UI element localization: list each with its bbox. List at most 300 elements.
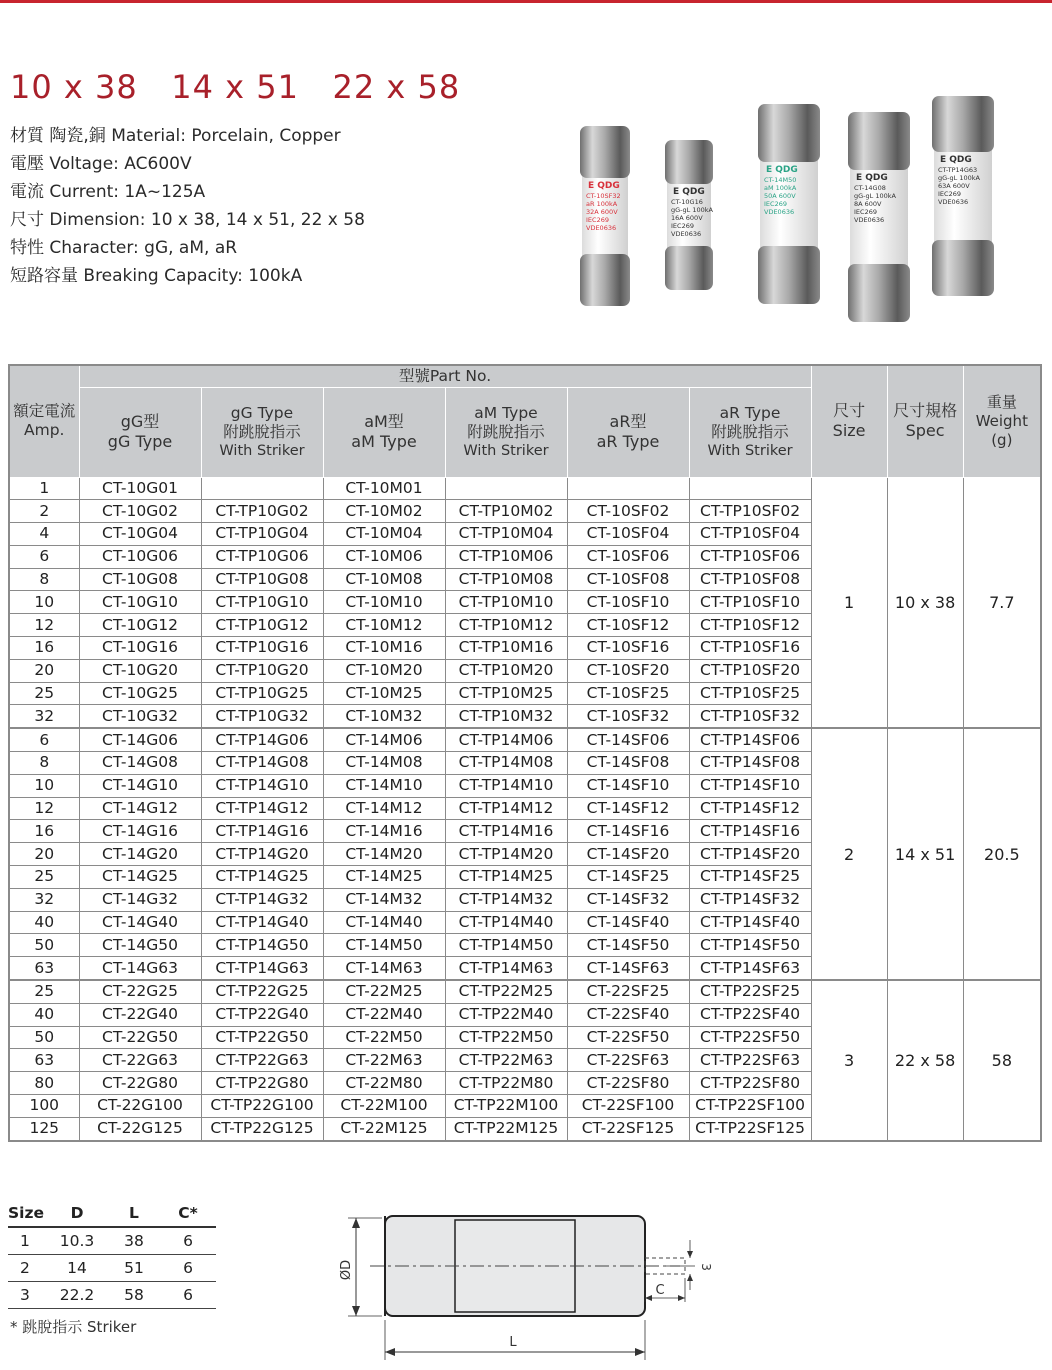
- part-number-cell: CT-10SF25: [567, 682, 689, 705]
- part-number-cell: CT-TP14SF40: [689, 911, 811, 934]
- part-number-cell: CT-10M10: [323, 591, 445, 614]
- part-number-cell: CT-10M16: [323, 637, 445, 660]
- part-number-cell: CT-TP10M20: [445, 659, 567, 682]
- part-number-cell: CT-TP10SF16: [689, 637, 811, 660]
- part-number-cell: CT-14SF32: [567, 888, 689, 911]
- part-number-cell: CT-TP14M40: [445, 911, 567, 934]
- product-photo: [570, 92, 1010, 337]
- fuse-marking-text: CT-14M50: [764, 176, 797, 184]
- part-number-cell: CT-TP14G12: [201, 797, 323, 820]
- amp-cell: 10: [9, 774, 79, 797]
- part-number-cell: CT-14M12: [323, 797, 445, 820]
- dimension-cell: 14: [46, 1255, 108, 1282]
- fuse-marking-text: VDE0636: [938, 198, 969, 206]
- part-number-cell: CT-14M16: [323, 820, 445, 843]
- part-number-cell: CT-10M25: [323, 682, 445, 705]
- fuse-marking-text: CT-TP14G63: [938, 166, 978, 174]
- part-number-cell: CT-TP10M10: [445, 591, 567, 614]
- fuse-marking-text: IEC269: [938, 190, 961, 198]
- part-number-cell: CT-14M10: [323, 774, 445, 797]
- header-am: aM型 aM Type: [323, 387, 445, 477]
- part-number-cell: CT-TP10SF02: [689, 500, 811, 523]
- part-number-cell: [689, 477, 811, 500]
- fuse-brand-label: E QDG: [588, 181, 620, 191]
- dimension-cell: 58: [108, 1282, 160, 1309]
- part-number-cell: CT-14G40: [79, 911, 201, 934]
- part-number-cell: CT-22M40: [323, 1003, 445, 1026]
- part-number-cell: CT-TP14SF63: [689, 957, 811, 980]
- dimension-cell: 38: [108, 1227, 160, 1255]
- part-number-cell: CT-TP10M08: [445, 568, 567, 591]
- part-number-cell: CT-TP10M25: [445, 682, 567, 705]
- amp-cell: 16: [9, 820, 79, 843]
- part-number-cell: CT-TP14G10: [201, 774, 323, 797]
- header-part-no: 型號Part No.: [79, 365, 811, 387]
- part-number-cell: CT-10G32: [79, 705, 201, 728]
- part-number-cell: CT-TP22SF40: [689, 1003, 811, 1026]
- part-number-cell: CT-TP14M50: [445, 934, 567, 957]
- part-number-cell: CT-TP14M32: [445, 888, 567, 911]
- part-number-cell: CT-TP10G02: [201, 500, 323, 523]
- part-number-cell: CT-22M50: [323, 1026, 445, 1049]
- part-number-cell: CT-14G32: [79, 888, 201, 911]
- fuse-brand-label: E QDG: [856, 173, 888, 183]
- part-number-cell: CT-10M08: [323, 568, 445, 591]
- label-c: C: [655, 1283, 665, 1298]
- fuse-brand-label: E QDG: [673, 187, 705, 197]
- part-number-cell: CT-22G63: [79, 1049, 201, 1072]
- fuse-marking-text: VDE0636: [586, 224, 617, 232]
- part-number-cell: CT-TP14SF10: [689, 774, 811, 797]
- part-number-cell: CT-10M06: [323, 545, 445, 568]
- spec-material: 材質 陶瓷,銅 Material: Porcelain, Copper: [10, 126, 341, 146]
- part-number-cell: CT-TP22M125: [445, 1117, 567, 1140]
- part-number-cell: CT-TP22M40: [445, 1003, 567, 1026]
- amp-cell: 6: [9, 545, 79, 568]
- fuse-marking-text: CT-10G16: [671, 198, 703, 206]
- amp-cell: 63: [9, 957, 79, 980]
- part-number-cell: CT-TP22G25: [201, 980, 323, 1003]
- part-number-cell: CT-10G08: [79, 568, 201, 591]
- fuse-marking-text: IEC269: [854, 208, 877, 216]
- part-number-cell: CT-TP14G08: [201, 752, 323, 775]
- part-number-cell: CT-TP14G32: [201, 888, 323, 911]
- part-number-cell: CT-14SF25: [567, 866, 689, 889]
- label-d: ØD: [339, 1259, 354, 1281]
- header-ar: aR型 aR Type: [567, 387, 689, 477]
- part-number-cell: CT-22M125: [323, 1117, 445, 1140]
- table-row: [9, 477, 1041, 500]
- amp-cell: 63: [9, 1049, 79, 1072]
- header-spec: 尺寸規格 Spec: [887, 365, 963, 477]
- dimension-cell: 3: [8, 1282, 46, 1309]
- part-number-cell: CT-22SF80: [567, 1072, 689, 1095]
- part-number-cell: CT-TP22G63: [201, 1049, 323, 1072]
- dimension-table-wrapper: [8, 1200, 216, 1309]
- part-number-cell: CT-14M50: [323, 934, 445, 957]
- part-number-cell: [445, 477, 567, 500]
- part-number-cell: CT-TP14M10: [445, 774, 567, 797]
- spec-cell: 14 x 51: [887, 728, 963, 980]
- part-number-table-wrapper: [8, 364, 1040, 1142]
- header-amp: 額定電流 Amp.: [9, 365, 79, 477]
- part-number-cell: CT-14G12: [79, 797, 201, 820]
- fuse-marking-text: IEC269: [586, 216, 609, 224]
- amp-cell: 50: [9, 934, 79, 957]
- part-number-cell: CT-TP10M02: [445, 500, 567, 523]
- part-number-cell: CT-14M63: [323, 957, 445, 980]
- amp-cell: 32: [9, 888, 79, 911]
- dim-header-d: D: [46, 1200, 108, 1227]
- fuse-marking-text: 16A 600V: [671, 214, 703, 222]
- part-number-cell: CT-14G16: [79, 820, 201, 843]
- amp-cell: 40: [9, 911, 79, 934]
- part-number-cell: CT-TP10SF20: [689, 659, 811, 682]
- spec-dimension: 尺寸 Dimension: 10 x 38, 14 x 51, 22 x 58: [10, 210, 365, 230]
- dimension-d: [339, 1218, 382, 1316]
- part-number-cell: CT-10SF16: [567, 637, 689, 660]
- part-number-cell: CT-10SF04: [567, 523, 689, 546]
- part-number-cell: CT-22G40: [79, 1003, 201, 1026]
- fuse-marking-text: 32A 600V: [586, 208, 618, 216]
- part-number-cell: CT-22G80: [79, 1072, 201, 1095]
- part-number-cell: CT-10G06: [79, 545, 201, 568]
- part-number-cell: CT-14SF08: [567, 752, 689, 775]
- part-number-cell: CT-TP14G06: [201, 728, 323, 751]
- part-number-cell: CT-TP10G10: [201, 591, 323, 614]
- dimension-cell: 51: [108, 1255, 160, 1282]
- dimension-cell: 6: [160, 1227, 216, 1255]
- dimension-row: [8, 1282, 216, 1309]
- amp-cell: 125: [9, 1117, 79, 1140]
- amp-cell: 1: [9, 477, 79, 500]
- amp-cell: 40: [9, 1003, 79, 1026]
- fuse-4: [848, 112, 910, 322]
- part-number-cell: CT-14SF12: [567, 797, 689, 820]
- part-number-cell: CT-TP10M12: [445, 614, 567, 637]
- dimension-l: [385, 1320, 645, 1360]
- dim-header-size: Size: [8, 1200, 46, 1227]
- dimension-cell: 1: [8, 1227, 46, 1255]
- table-row: [9, 980, 1041, 1003]
- part-number-cell: CT-14SF10: [567, 774, 689, 797]
- striker-note: * 跳脫指示 Striker: [10, 1318, 137, 1336]
- header-size: 尺寸 Size: [811, 365, 887, 477]
- amp-cell: 32: [9, 705, 79, 728]
- part-number-cell: CT-TP14M16: [445, 820, 567, 843]
- part-number-cell: CT-22M63: [323, 1049, 445, 1072]
- part-number-cell: CT-TP14M20: [445, 843, 567, 866]
- page-title: 10 x 38 14 x 51 22 x 58: [10, 68, 461, 106]
- part-number-cell: CT-TP10SF06: [689, 545, 811, 568]
- part-number-cell: CT-TP14SF20: [689, 843, 811, 866]
- part-number-cell: CT-22G25: [79, 980, 201, 1003]
- part-number-cell: CT-10G20: [79, 659, 201, 682]
- size-cell: 1: [811, 477, 887, 728]
- part-number-cell: CT-10SF12: [567, 614, 689, 637]
- part-number-cell: CT-TP14SF16: [689, 820, 811, 843]
- label-3: 3: [699, 1263, 713, 1271]
- part-number-cell: CT-10SF10: [567, 591, 689, 614]
- part-number-cell: CT-TP10SF25: [689, 682, 811, 705]
- part-number-cell: CT-14SF40: [567, 911, 689, 934]
- part-number-cell: CT-TP22M63: [445, 1049, 567, 1072]
- amp-cell: 4: [9, 523, 79, 546]
- part-number-cell: CT-TP14SF32: [689, 888, 811, 911]
- part-number-cell: CT-10SF06: [567, 545, 689, 568]
- fuse-marking-text: aM 100kA: [764, 184, 797, 192]
- part-number-cell: CT-10G04: [79, 523, 201, 546]
- part-number-cell: CT-TP10G16: [201, 637, 323, 660]
- part-number-cell: CT-TP10SF08: [689, 568, 811, 591]
- dimension-row: [8, 1255, 216, 1282]
- part-number-cell: CT-10M04: [323, 523, 445, 546]
- part-number-cell: CT-TP14G50: [201, 934, 323, 957]
- part-number-cell: CT-TP22M25: [445, 980, 567, 1003]
- part-number-cell: CT-TP10G20: [201, 659, 323, 682]
- amp-cell: 12: [9, 614, 79, 637]
- fuse-3: [758, 104, 820, 304]
- part-number-cell: CT-TP10G06: [201, 545, 323, 568]
- header-gg: gG型 gG Type: [79, 387, 201, 477]
- fuse-marking-text: 50A 600V: [764, 192, 796, 200]
- part-number-cell: CT-TP14SF12: [689, 797, 811, 820]
- part-number-cell: CT-TP22SF100: [689, 1095, 811, 1118]
- part-number-cell: CT-TP22SF50: [689, 1026, 811, 1049]
- part-number-cell: CT-TP14M06: [445, 728, 567, 751]
- part-number-cell: CT-14SF06: [567, 728, 689, 751]
- fuse-marking-text: VDE0636: [671, 230, 702, 238]
- amp-cell: 25: [9, 682, 79, 705]
- fuse-marking-text: 8A 600V: [854, 200, 882, 208]
- part-number-cell: CT-22G100: [79, 1095, 201, 1118]
- part-number-cell: CT-10SF08: [567, 568, 689, 591]
- part-number-cell: CT-TP10M06: [445, 545, 567, 568]
- fuse-brand-label: E QDG: [766, 165, 798, 175]
- spec-cell: 22 x 58: [887, 980, 963, 1141]
- header-gg-striker: gG Type 附跳脫指示 With Striker: [201, 387, 323, 477]
- amp-cell: 50: [9, 1026, 79, 1049]
- part-number-cell: CT-14SF16: [567, 820, 689, 843]
- part-number-cell: CT-10G25: [79, 682, 201, 705]
- amp-cell: 8: [9, 752, 79, 775]
- fuse-dimension-drawing: [330, 1200, 730, 1365]
- part-number-cell: CT-TP22G80: [201, 1072, 323, 1095]
- part-number-cell: CT-14G25: [79, 866, 201, 889]
- part-number-cell: CT-14SF63: [567, 957, 689, 980]
- part-number-cell: CT-22SF125: [567, 1117, 689, 1140]
- amp-cell: 2: [9, 500, 79, 523]
- fuse-5: [932, 96, 994, 296]
- fuse-marking-text: VDE0636: [854, 216, 885, 224]
- amp-cell: 25: [9, 980, 79, 1003]
- part-number-cell: CT-22M25: [323, 980, 445, 1003]
- part-number-cell: CT-TP10G25: [201, 682, 323, 705]
- part-number-cell: CT-TP10SF12: [689, 614, 811, 637]
- part-number-cell: CT-TP14M08: [445, 752, 567, 775]
- amp-cell: 20: [9, 659, 79, 682]
- part-number-cell: CT-22SF50: [567, 1026, 689, 1049]
- part-number-cell: CT-TP10G08: [201, 568, 323, 591]
- part-number-cell: CT-14G50: [79, 934, 201, 957]
- part-number-cell: CT-TP22G125: [201, 1117, 323, 1140]
- dim-header-c: C*: [160, 1200, 216, 1227]
- part-number-cell: CT-TP14M12: [445, 797, 567, 820]
- part-number-cell: CT-14G63: [79, 957, 201, 980]
- part-number-cell: CT-10G02: [79, 500, 201, 523]
- part-number-cell: CT-22M80: [323, 1072, 445, 1095]
- fuse-marking-text: gG-gL 100kA: [938, 174, 980, 182]
- part-number-cell: CT-TP22SF25: [689, 980, 811, 1003]
- dimension-table: [8, 1200, 216, 1309]
- part-number-cell: CT-TP10G12: [201, 614, 323, 637]
- dimension-cell: 2: [8, 1255, 46, 1282]
- part-number-cell: CT-TP10M32: [445, 705, 567, 728]
- part-number-cell: CT-TP22SF63: [689, 1049, 811, 1072]
- part-number-cell: CT-TP10G32: [201, 705, 323, 728]
- part-number-cell: CT-TP22M50: [445, 1026, 567, 1049]
- striker-detail: [645, 1240, 713, 1302]
- part-number-cell: CT-TP14SF08: [689, 752, 811, 775]
- part-number-cell: CT-10SF20: [567, 659, 689, 682]
- part-number-cell: CT-TP22G100: [201, 1095, 323, 1118]
- header-ar-striker: aR Type 附跳脫指示 With Striker: [689, 387, 811, 477]
- part-number-cell: CT-14G08: [79, 752, 201, 775]
- part-number-cell: CT-22SF100: [567, 1095, 689, 1118]
- fuse-marking-text: IEC269: [764, 200, 787, 208]
- spec-list: [10, 122, 365, 290]
- fuse-marking-text: VDE0636: [764, 208, 795, 216]
- part-number-cell: CT-TP10M16: [445, 637, 567, 660]
- part-number-cell: CT-10M01: [323, 477, 445, 500]
- fuse-marking-text: gG-gL 100kA: [671, 206, 713, 214]
- dimension-cell: 22.2: [46, 1282, 108, 1309]
- dimension-cell: 6: [160, 1282, 216, 1309]
- fuse-marking-text: 63A 600V: [938, 182, 970, 190]
- dimension-cell: 10.3: [46, 1227, 108, 1255]
- amp-cell: 25: [9, 866, 79, 889]
- part-number-cell: CT-TP10SF32: [689, 705, 811, 728]
- spec-current: 電流 Current: 1A~125A: [10, 182, 206, 202]
- part-number-cell: CT-22SF40: [567, 1003, 689, 1026]
- part-number-cell: CT-TP10SF10: [689, 591, 811, 614]
- part-number-cell: CT-TP22SF125: [689, 1117, 811, 1140]
- part-number-cell: CT-14G10: [79, 774, 201, 797]
- part-number-cell: CT-TP14G16: [201, 820, 323, 843]
- part-number-cell: CT-10G12: [79, 614, 201, 637]
- part-number-cell: CT-TP14M25: [445, 866, 567, 889]
- amp-cell: 20: [9, 843, 79, 866]
- part-number-cell: CT-22SF25: [567, 980, 689, 1003]
- part-number-cell: CT-TP22M80: [445, 1072, 567, 1095]
- part-number-cell: CT-TP22G40: [201, 1003, 323, 1026]
- weight-cell: 7.7: [963, 477, 1041, 728]
- fuse-brand-label: E QDG: [940, 155, 972, 165]
- part-number-cell: CT-TP10G04: [201, 523, 323, 546]
- top-accent-rule: [0, 0, 1052, 3]
- dimension-cell: 6: [160, 1255, 216, 1282]
- part-number-cell: CT-14SF50: [567, 934, 689, 957]
- header-am-striker: aM Type 附跳脫指示 With Striker: [445, 387, 567, 477]
- part-number-cell: CT-TP14G25: [201, 866, 323, 889]
- part-number-cell: CT-TP14SF50: [689, 934, 811, 957]
- part-number-cell: CT-22M100: [323, 1095, 445, 1118]
- weight-cell: 20.5: [963, 728, 1041, 980]
- size-cell: 2: [811, 728, 887, 980]
- part-number-cell: CT-TP10SF04: [689, 523, 811, 546]
- part-number-cell: CT-22G125: [79, 1117, 201, 1140]
- part-number-cell: CT-10M32: [323, 705, 445, 728]
- part-number-cell: CT-TP14G63: [201, 957, 323, 980]
- part-number-cell: CT-14M32: [323, 888, 445, 911]
- amp-cell: 8: [9, 568, 79, 591]
- part-number-cell: CT-TP22M100: [445, 1095, 567, 1118]
- part-number-cell: CT-10SF32: [567, 705, 689, 728]
- fuse-marking-text: IEC269: [671, 222, 694, 230]
- part-number-cell: CT-TP14SF06: [689, 728, 811, 751]
- part-number-cell: CT-TP22G50: [201, 1026, 323, 1049]
- part-number-cell: CT-14M40: [323, 911, 445, 934]
- fuse-marking-text: gG-gL 100kA: [854, 192, 896, 200]
- spec-character: 特性 Character: gG, aM, aR: [10, 238, 238, 258]
- dim-header-l: L: [108, 1200, 160, 1227]
- part-number-cell: CT-TP14M63: [445, 957, 567, 980]
- spec-breaking-capacity: 短路容量 Breaking Capacity: 100kA: [10, 266, 303, 286]
- part-number-table: [8, 364, 1042, 1142]
- part-number-cell: CT-14G06: [79, 728, 201, 751]
- part-number-cell: CT-10SF02: [567, 500, 689, 523]
- part-number-cell: CT-14M25: [323, 866, 445, 889]
- part-number-cell: CT-14M08: [323, 752, 445, 775]
- size-cell: 3: [811, 980, 887, 1141]
- table-row: [9, 728, 1041, 751]
- part-number-cell: CT-14SF20: [567, 843, 689, 866]
- part-number-cell: CT-TP14G20: [201, 843, 323, 866]
- part-number-table-body: [9, 477, 1041, 1141]
- part-number-cell: [567, 477, 689, 500]
- part-number-cell: CT-TP14SF25: [689, 866, 811, 889]
- weight-cell: 58: [963, 980, 1041, 1141]
- amp-cell: 16: [9, 637, 79, 660]
- spec-voltage: 電壓 Voltage: AC600V: [10, 154, 192, 174]
- part-number-cell: CT-10G01: [79, 477, 201, 500]
- part-number-cell: CT-10G10: [79, 591, 201, 614]
- part-number-cell: CT-22G50: [79, 1026, 201, 1049]
- fuse-marking-text: CT-14G08: [854, 184, 886, 192]
- amp-cell: 10: [9, 591, 79, 614]
- part-number-cell: CT-10M02: [323, 500, 445, 523]
- amp-cell: 6: [9, 728, 79, 751]
- part-number-cell: CT-14M20: [323, 843, 445, 866]
- part-number-cell: CT-14G20: [79, 843, 201, 866]
- fuse-marking-text: CT-10SF32: [586, 192, 621, 200]
- part-number-cell: CT-10M20: [323, 659, 445, 682]
- part-number-cell: CT-TP14G40: [201, 911, 323, 934]
- part-number-cell: CT-10G16: [79, 637, 201, 660]
- part-number-cell: CT-TP10M04: [445, 523, 567, 546]
- amp-cell: 100: [9, 1095, 79, 1118]
- part-number-cell: CT-22SF63: [567, 1049, 689, 1072]
- amp-cell: 12: [9, 797, 79, 820]
- spec-cell: 10 x 38: [887, 477, 963, 728]
- part-number-cell: CT-14M06: [323, 728, 445, 751]
- header-weight: 重量 Weight (g): [963, 365, 1041, 477]
- fuse-1: [580, 126, 630, 306]
- fuse-2: [665, 140, 713, 290]
- dimension-row: [8, 1227, 216, 1255]
- part-number-cell: CT-TP22SF80: [689, 1072, 811, 1095]
- label-l: L: [509, 1335, 517, 1350]
